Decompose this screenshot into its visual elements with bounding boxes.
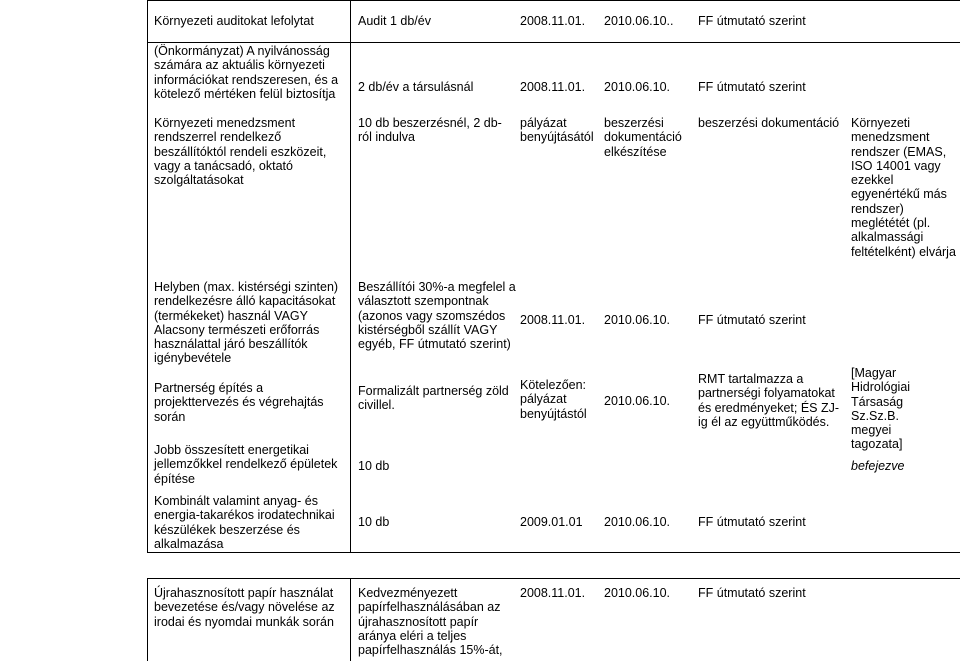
column-divider-activity-2 — [350, 42, 351, 553]
row3-activity: Újrahasznosított papír használat bevezetése és/vagy növelése az irodai és nyomdai munkák során — [154, 586, 335, 629]
block2-end-d: 2010.06.10. — [604, 394, 671, 408]
row1-start-date: 2008.11.01. — [520, 13, 586, 28]
block2-reference-c: FF útmutató szerint — [698, 313, 806, 327]
row3-start-date: 2008.11.01. — [520, 586, 586, 600]
row3-end-date: 2010.06.10. — [604, 586, 671, 600]
block2-applicant-b: pályázat benyújtásától — [520, 116, 594, 145]
column-divider-activity — [350, 0, 351, 43]
block2-quantity-d: Formalizált partnerség zöld civillel. — [358, 384, 509, 413]
block2-reference-d: RMT tartalmazza a partnerségi folyamatokat és eredményeket; ÉS ZJ-ig él az együttműködés. — [698, 372, 840, 429]
block2-start-a: 2008.11.01. — [520, 80, 586, 94]
block2-activity-a: (Önkormányzat) A nyilvánosság számára az aktuális környezeti információkat rendszeresen, és a kötelező mértéken felül biztosítja — [154, 44, 339, 101]
row1-activity: Környezeti auditokat lefolytat — [154, 13, 314, 28]
table-border-block2-bottom — [147, 552, 960, 553]
row3-quantity: Kedvezményezett papírfelhasználásában az újrahasznosított papír aránya eléri a teljes papírfelhasználás 15%-át, — [358, 586, 503, 658]
block2-start-c: 2008.11.01. — [520, 313, 586, 327]
block2-reference-f: FF útmutató szerint — [698, 515, 806, 529]
block2-start-d: Kötelezően: pályázat benyújtástól — [520, 378, 587, 421]
block2-activity-c: Helyben (max. kistérségi szinten) rendelkezésre álló kapacitásokat (termékeket) használ VAGY Alacsony természeti erőforrás használattal járó beszállítók igénybevétele — [154, 280, 339, 366]
block2-activity-d: Partnerség építés a projekttervezés és végrehajtás során — [154, 381, 324, 424]
block2-end-a: 2010.06.10. — [604, 80, 671, 94]
row3-reference: FF útmutató szerint — [698, 586, 806, 600]
block2-quantity-e: 10 db — [358, 459, 390, 473]
table-border-left-1 — [147, 0, 148, 43]
row1-quantity: Audit 1 db/év — [358, 13, 431, 28]
row1-end-date: 2010.06.10.. — [604, 13, 674, 28]
block2-end-c: 2010.06.10. — [604, 313, 671, 327]
column-divider-activity-3 — [350, 578, 351, 661]
block2-document-b: beszerzési dokumentáció elkészítése — [604, 116, 682, 159]
block2-partner-d: [Magyar Hidrológiai Társaság Sz.Sz.B. megyei tagozata] — [851, 366, 911, 452]
block2-reference-a: FF útmutató szerint — [698, 80, 806, 94]
block2-activity-f: Kombinált valamint anyag- és energia-takarékos irodatechnikai készülékek beszerzése és alkalmazása — [154, 494, 335, 551]
block2-quantity-a: 2 db/év a társulásnál — [358, 80, 474, 94]
block2-quantity-f: 10 db — [358, 515, 390, 529]
block2-status-e: befejezve — [851, 459, 905, 473]
table-border-row1-bottom — [147, 42, 960, 43]
block2-note-b: Környezeti menedzsment rendszer (EMAS, ISO 14001 vagy ezekkel egyenértékű más rendszer) meglététét (pl. alkalmassági feltételként) elvárja — [851, 116, 956, 259]
block2-activity-b: Környezeti menedzsment rendszerrel rendelkező beszállítóktól rendeli eszközeit, vagy a tanácsadó, oktató szolgáltatásokat — [154, 116, 327, 188]
block2-document-ref-b: beszerzési dokumentáció — [698, 116, 840, 130]
table-border-left-3 — [147, 578, 148, 661]
table-border-left-2 — [147, 42, 148, 553]
block2-quantity-b: 10 db beszerzésnél, 2 db-ról indulva — [358, 116, 502, 145]
block2-activity-e: Jobb összesített energetikai jellemzőkkel rendelkező épületek építése — [154, 443, 338, 486]
table-border-row3-top — [147, 578, 960, 579]
block2-quantity-c: Beszállítói 30%-a megfelel a választott szempontnak (azonos vagy szomszédos kistérségből szállít VAGY egyéb, FF útmutató szerint) — [358, 280, 516, 352]
row1-reference: FF útmutató szerint — [698, 13, 806, 28]
block2-end-f: 2010.06.10. — [604, 515, 671, 529]
block2-start-f: 2009.01.01 — [520, 515, 583, 529]
